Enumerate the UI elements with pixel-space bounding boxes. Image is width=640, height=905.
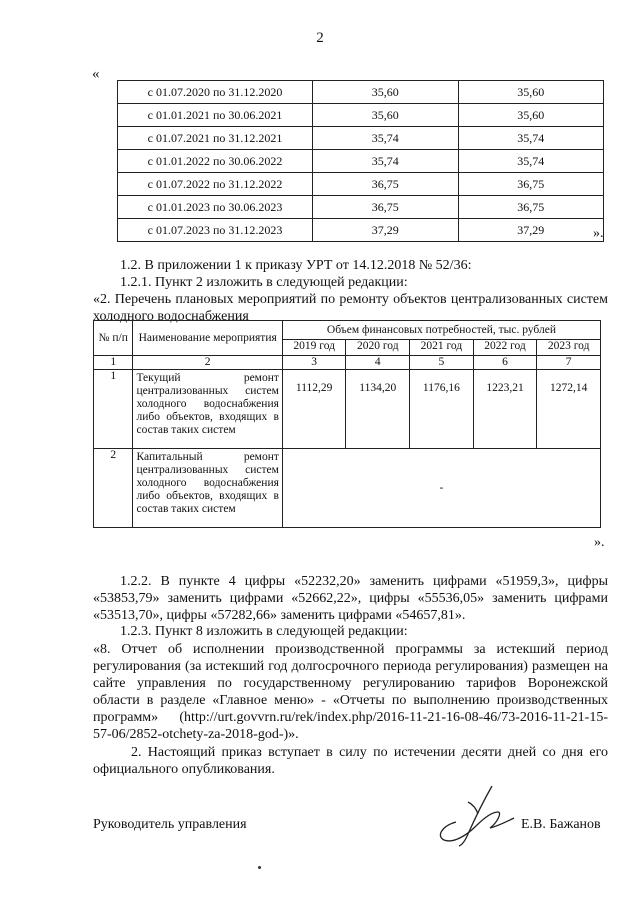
value-cell: 36,75 — [313, 173, 459, 196]
table-header-row — [94, 321, 601, 340]
table-row — [118, 81, 604, 104]
table-index-row — [94, 356, 601, 370]
row-name: Текущий ремонт централизованных систем холодного водоснабжения либо объектов, входящих в состав таких систем — [133, 370, 282, 449]
table-row — [118, 196, 604, 219]
index-cell: 1 — [94, 356, 133, 370]
section-2-title: «2. Перечень плановых мероприятий по ремонту объектов централизованных систем холодного водоснабжения — [93, 292, 608, 324]
header-year: 2023 год — [537, 340, 601, 356]
period-cell: с 01.07.2021 по 31.12.2021 — [118, 127, 313, 150]
header-name: Наименование мероприятия — [133, 321, 282, 356]
signature-name: Е.В. Бажанов — [521, 817, 601, 832]
value-cell: 35,74 — [313, 127, 459, 150]
header-year: 2019 год — [282, 340, 346, 356]
value-cell: 35,74 — [458, 127, 604, 150]
period-cell: с 01.01.2021 по 30.06.2021 — [118, 104, 313, 127]
table-row — [94, 370, 601, 449]
paragraph-1-2-3: 1.2.3. Пункт 8 изложить в следующей редакции: — [120, 624, 408, 639]
row-merged-value: - — [282, 449, 600, 528]
row-num: 1 — [94, 370, 133, 449]
header-group: Объем финансовых потребностей, тыс. рублей — [282, 321, 600, 340]
header-year: 2021 год — [410, 340, 474, 356]
quote-open: « — [92, 66, 100, 82]
header-year: 2022 год — [473, 340, 537, 356]
index-cell: 4 — [346, 356, 410, 370]
header-num: № п/п — [94, 321, 133, 356]
row-value: 1176,16 — [410, 370, 474, 449]
works-table — [93, 320, 601, 528]
index-cell: 3 — [282, 356, 346, 370]
period-cell: с 01.01.2023 по 30.06.2023 — [118, 196, 313, 219]
page-number: 2 — [316, 30, 324, 46]
value-cell: 35,60 — [313, 81, 459, 104]
value-cell: 35,60 — [313, 104, 459, 127]
table-row — [118, 150, 604, 173]
value-cell: 37,29 — [313, 219, 459, 242]
period-cell: с 01.01.2022 по 30.06.2022 — [118, 150, 313, 173]
value-cell: 37,29 — [458, 219, 604, 242]
table-row — [118, 104, 604, 127]
value-cell: 36,75 — [458, 196, 604, 219]
value-cell: 35,60 — [458, 81, 604, 104]
paragraph-1-2-2: 1.2.2. В пункте 4 цифры «52232,20» заменить цифрами «51959,3», цифры «53853,79» заменить цифрами «52662,22», цифры «55536,05» заменить цифрами «53513,70», цифры «57282,66» заменить цифрами «54657,81». — [93, 574, 608, 623]
period-cell: с 01.07.2023 по 31.12.2023 — [118, 219, 313, 242]
index-cell: 2 — [133, 356, 282, 370]
header-year: 2020 год — [346, 340, 410, 356]
value-cell: 36,75 — [458, 173, 604, 196]
section-1-2-1: 1.2.1. Пункт 2 изложить в следующей редакции: — [120, 275, 408, 290]
period-cell: с 01.07.2020 по 31.12.2020 — [118, 81, 313, 104]
value-cell: 36,75 — [313, 196, 459, 219]
signature-title: Руководитель управления — [93, 817, 247, 832]
index-cell: 5 — [410, 356, 474, 370]
row-value: 1223,21 — [473, 370, 537, 449]
table-row — [94, 449, 601, 528]
paragraph-8: «8. Отчет об исполнении производственной программы за истекший период регулирования (за истекший год долгосрочного периода регулирования) размещен на сайте управления по государственному регулированию тарифов Воронежской области в разделе «Главное меню» - «Отчеты по выполнению производственных программ» (http://urt.govvrn.ru/rek/index.php/2016-11-21-16-08-46/73-2016-11-21-15-57-06/2852-otchety-za-2018-god-)». — [93, 642, 608, 742]
row-name: Капитальный ремонт централизованных систем холодного водоснабжения либо объектов, входящих в состав таких систем — [133, 449, 282, 528]
table-row — [118, 219, 604, 242]
value-cell: 35,74 — [313, 150, 459, 173]
tariff-table — [117, 80, 604, 242]
index-cell: 7 — [537, 356, 601, 370]
row-num: 2 — [94, 449, 133, 528]
index-cell: 6 — [473, 356, 537, 370]
row-value: 1134,20 — [346, 370, 410, 449]
stray-dot — [258, 866, 261, 869]
table-row — [118, 127, 604, 150]
quote-close: ». — [593, 226, 604, 241]
period-cell: с 01.07.2022 по 31.12.2022 — [118, 173, 313, 196]
table-row — [118, 173, 604, 196]
signature-icon — [432, 782, 520, 850]
quote-close: ». — [594, 535, 605, 550]
row-value: 1112,29 — [282, 370, 346, 449]
row-value: 1272,14 — [537, 370, 601, 449]
value-cell: 35,74 — [458, 150, 604, 173]
section-1-2: 1.2. В приложении 1 к приказу УРТ от 14.12.2018 № 52/36: — [120, 258, 472, 273]
value-cell: 35,60 — [458, 104, 604, 127]
paragraph-2: 2. Настоящий приказ вступает в силу по истечении десяти дней со дня его официального опубликования. — [93, 745, 608, 777]
